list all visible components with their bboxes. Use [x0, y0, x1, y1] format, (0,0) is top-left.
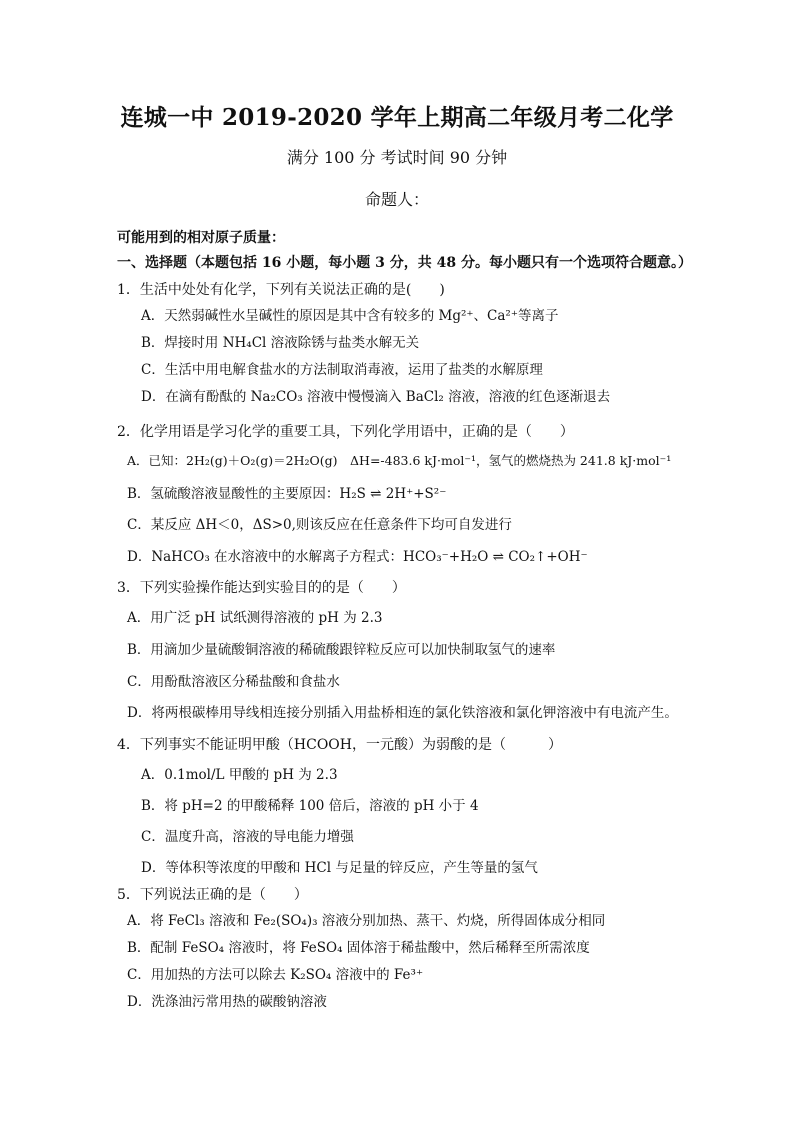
- question-3-option-d: D．将两根碳棒用导线相连接分别插入用盐桥相连的氯化铁溶液和氯化钾溶液中有电流产生。: [127, 705, 678, 721]
- question-5-option-d: D．洗涤油污常用热的碳酸钠溶液: [127, 994, 327, 1010]
- question-2-stem: 2．化学用语是学习化学的重要工具，下列化学用语中，正确的是（ ）: [117, 424, 574, 440]
- question-5-option-a: A．将 FeCl₃ 溶液和 Fe₂(SO₄)₃ 溶液分别加热、蒸干、灼烧，所得固体成分相同: [127, 913, 606, 929]
- question-2-option-c: C．某反应 ΔH＜0，ΔS>0,则该反应在任意条件下均可自发进行: [127, 517, 512, 533]
- author-line: 命题人：: [364, 190, 429, 209]
- atomic-mass-heading: 可能用到的相对原子质量：: [117, 230, 285, 246]
- question-5-stem: 5．下列说法正确的是（ ）: [117, 887, 308, 903]
- question-3-stem: 3．下列实验操作能达到实验目的的是（ ）: [117, 580, 406, 596]
- question-1-option-b: B．焊接时用 NH₄Cl 溶液除锈与盐类水解无关: [141, 335, 420, 351]
- question-1-option-c: C．生活中用电解食盐水的方法制取消毒液，运用了盐类的水解原理: [141, 362, 543, 378]
- question-4-option-a: A．0.1mol/L 甲酸的 pH 为 2.3: [141, 767, 338, 783]
- question-3-option-a: A．用广泛 pH 试纸测得溶液的 pH 为 2.3: [127, 610, 383, 626]
- question-1-option-d: D．在滴有酚酞的 Na₂CO₃ 溶液中慢慢滴入 BaCl₂ 溶液，溶液的红色逐渐退去: [141, 389, 611, 405]
- question-2-option-b: B．氢硫酸溶液显酸性的主要原因：H₂S ⇌ 2H⁺+S²⁻: [127, 486, 447, 502]
- page-title: 连城一中 2019-2020 学年上期高二年级月考二化学: [120, 104, 674, 131]
- question-1-stem: 1．生活中处处有化学，下列有关说法正确的是( ): [117, 282, 445, 298]
- question-4-stem: 4．下列事实不能证明甲酸（HCOOH，一元酸）为弱酸的是（ ）: [117, 737, 562, 753]
- question-3-option-c: C．用酚酞溶液区分稀盐酸和食盐水: [127, 674, 340, 690]
- question-3-option-b: B．用滴加少量硫酸铜溶液的稀硫酸跟锌粒反应可以加快制取氢气的速率: [127, 642, 556, 658]
- question-5-option-b: B．配制 FeSO₄ 溶液时，将 FeSO₄ 固体溶于稀盐酸中，然后稀释至所需浓度: [127, 940, 590, 956]
- section-heading: 一、选择题（本题包括 16 小题，每小题 3 分，共 48 分。每小题只有一个选项符合题意。）: [117, 255, 692, 271]
- question-5-option-c: C．用加热的方法可以除去 K₂SO₄ 溶液中的 Fe³⁺: [127, 967, 424, 983]
- question-4-option-c: C．温度升高，溶液的导电能力增强: [141, 829, 354, 845]
- question-2-option-a: A．已知：2H₂(g)＋O₂(g)＝2H₂O(g) ΔH=-483.6 kJ·mol⁻¹，氢气的燃烧热为 241.8 kJ·mol⁻¹: [127, 453, 672, 468]
- question-4-option-b: B．将 pH=2 的甲酸稀释 100 倍后，溶液的 pH 小于 4: [141, 798, 479, 814]
- exam-info: 满分 100 分 考试时间 90 分钟: [286, 148, 508, 167]
- question-1-option-a: A．天然弱碱性水呈碱性的原因是其中含有较多的 Mg²⁺、Ca²⁺等离子: [141, 308, 559, 324]
- question-4-option-d: D．等体积等浓度的甲酸和 HCl 与足量的锌反应，产生等量的氢气: [141, 860, 538, 876]
- question-2-option-d: D．NaHCO₃ 在水溶液中的水解离子方程式：HCO₃⁻+H₂O ⇌ CO₂↑+OH⁻: [127, 549, 588, 565]
